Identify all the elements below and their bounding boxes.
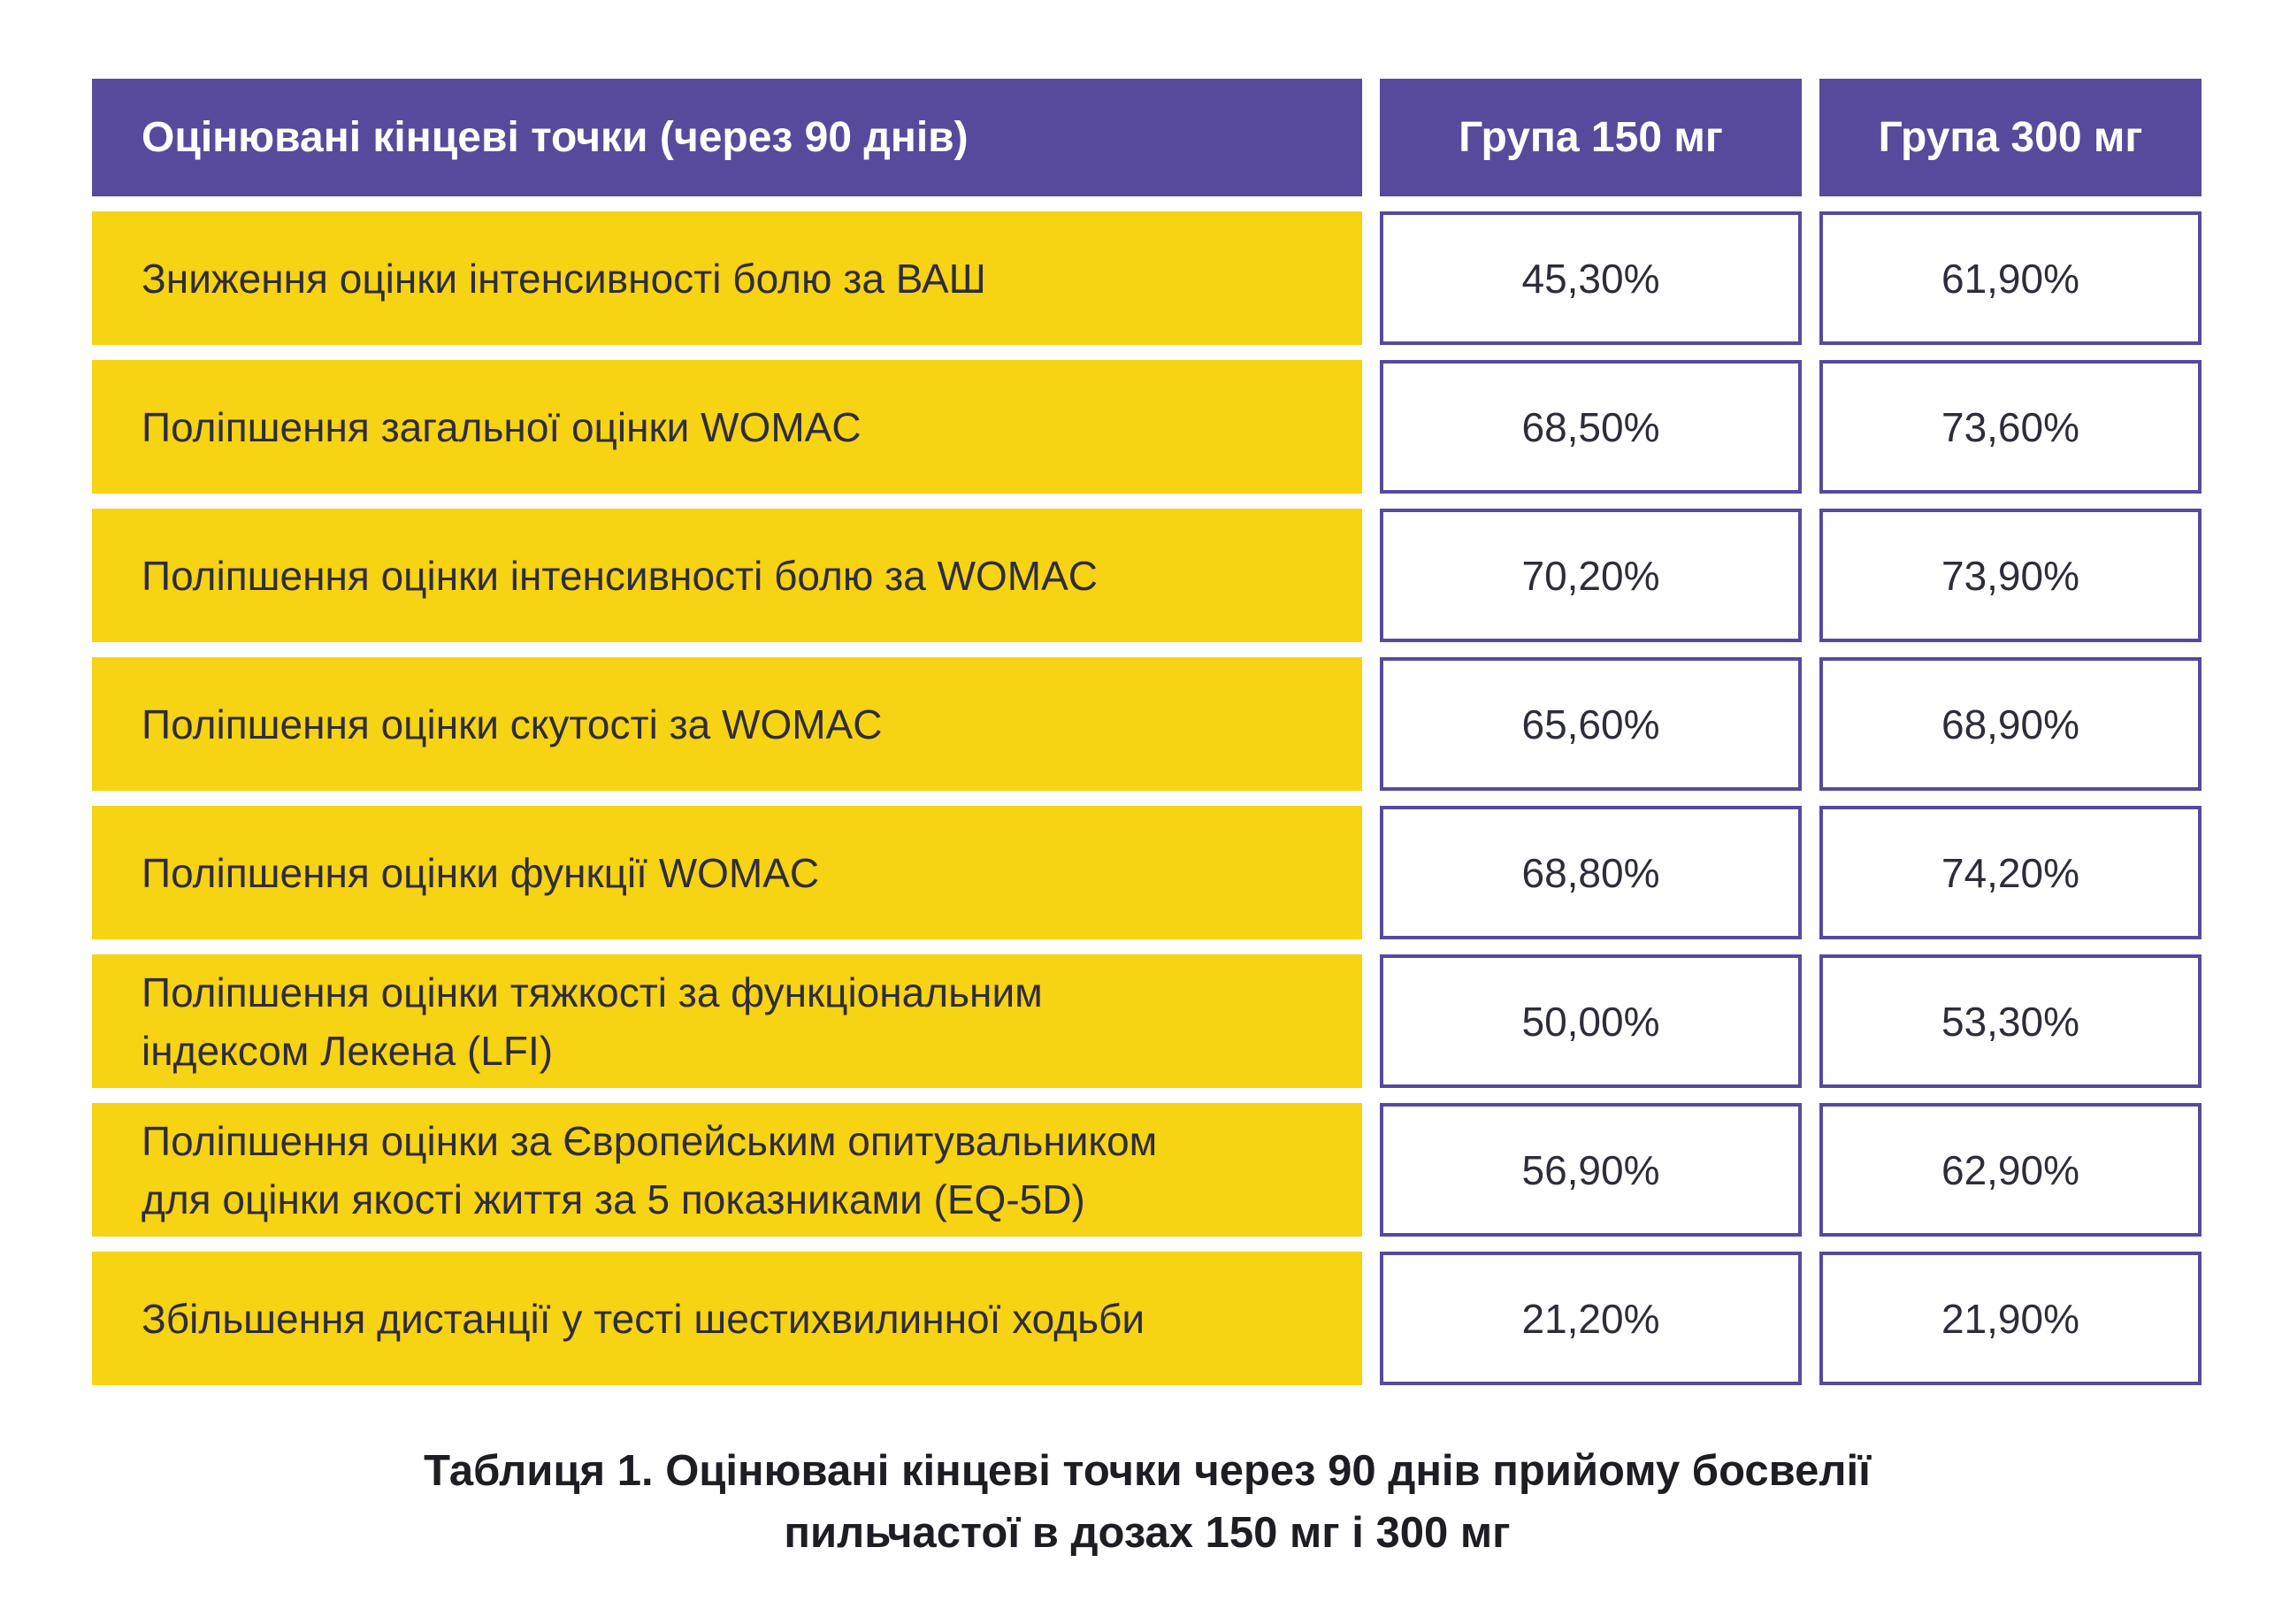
endpoint-label [92, 954, 1362, 1088]
endpoint-label-line: для оцінки якості життя за 5 показниками (EQ-5D) [142, 1176, 1085, 1222]
endpoint-label-line: Поліпшення оцінки функції WOMAC [142, 849, 820, 896]
endpoint-label [92, 211, 1362, 345]
header-group-300: Група 300 мг [1819, 79, 2202, 196]
value-150: 45,30% [1380, 211, 1802, 345]
header-endpoint: Оцінювані кінцеві точки (через 90 днів) [92, 79, 1362, 196]
value-150: 68,80% [1380, 806, 1802, 939]
value-150: 70,20% [1380, 509, 1802, 642]
endpoint-label-line: Збільшення дистанції у тесті шестихвилинної ходьби [142, 1295, 1145, 1342]
endpoint-label-line: Зниження оцінки інтенсивності болю за ВАШ [142, 255, 986, 302]
endpoint-label-line: Поліпшення оцінки за Європейським опитувальником [142, 1117, 1158, 1164]
value-300: 74,20% [1819, 806, 2202, 939]
value-300: 61,90% [1819, 211, 2202, 345]
endpoint-label-line: Поліпшення оцінки скутості за WOMAC [142, 701, 883, 747]
table-row [92, 657, 2202, 791]
table-caption [92, 1440, 2202, 1564]
table-row [92, 1252, 2202, 1385]
value-300: 73,90% [1819, 509, 2202, 642]
value-150: 68,50% [1380, 360, 1802, 494]
table-row [92, 806, 2202, 939]
endpoint-label-line: Поліпшення оцінки інтенсивності болю за WOMAC [142, 552, 1098, 599]
table-row [92, 509, 2202, 642]
value-300: 73,60% [1819, 360, 2202, 494]
caption-line-2: пильчастої в дозах 150 мг і 300 мг [784, 1509, 1511, 1557]
value-150: 50,00% [1380, 954, 1802, 1088]
endpoint-label [92, 1252, 1362, 1385]
value-300: 68,90% [1819, 657, 2202, 791]
endpoint-label [92, 806, 1362, 939]
value-150: 65,60% [1380, 657, 1802, 791]
endpoints-table [92, 79, 2202, 1400]
table-row [92, 211, 2202, 345]
table-header-row [92, 79, 2202, 196]
value-300: 62,90% [1819, 1103, 2202, 1237]
header-group-150: Група 150 мг [1380, 79, 1802, 196]
endpoint-label-line: індексом Лекена (LFI) [142, 1027, 554, 1074]
endpoint-label [92, 657, 1362, 791]
endpoint-label-line: Поліпшення оцінки тяжкості за функціональним [142, 969, 1043, 1015]
value-150: 56,90% [1380, 1103, 1802, 1237]
caption-line-1: Таблиця 1. Оцінювані кінцеві точки через 90 днів прийому босвелії [424, 1447, 1871, 1495]
value-300: 53,30% [1819, 954, 2202, 1088]
value-150: 21,20% [1380, 1252, 1802, 1385]
table-row [92, 360, 2202, 494]
table-row [92, 954, 2202, 1088]
value-300: 21,90% [1819, 1252, 2202, 1385]
endpoint-label [92, 509, 1362, 642]
endpoint-label-line: Поліпшення загальної оцінки WOMAC [142, 403, 861, 450]
table-row [92, 1103, 2202, 1237]
endpoint-label [92, 360, 1362, 494]
endpoint-label [92, 1103, 1362, 1237]
